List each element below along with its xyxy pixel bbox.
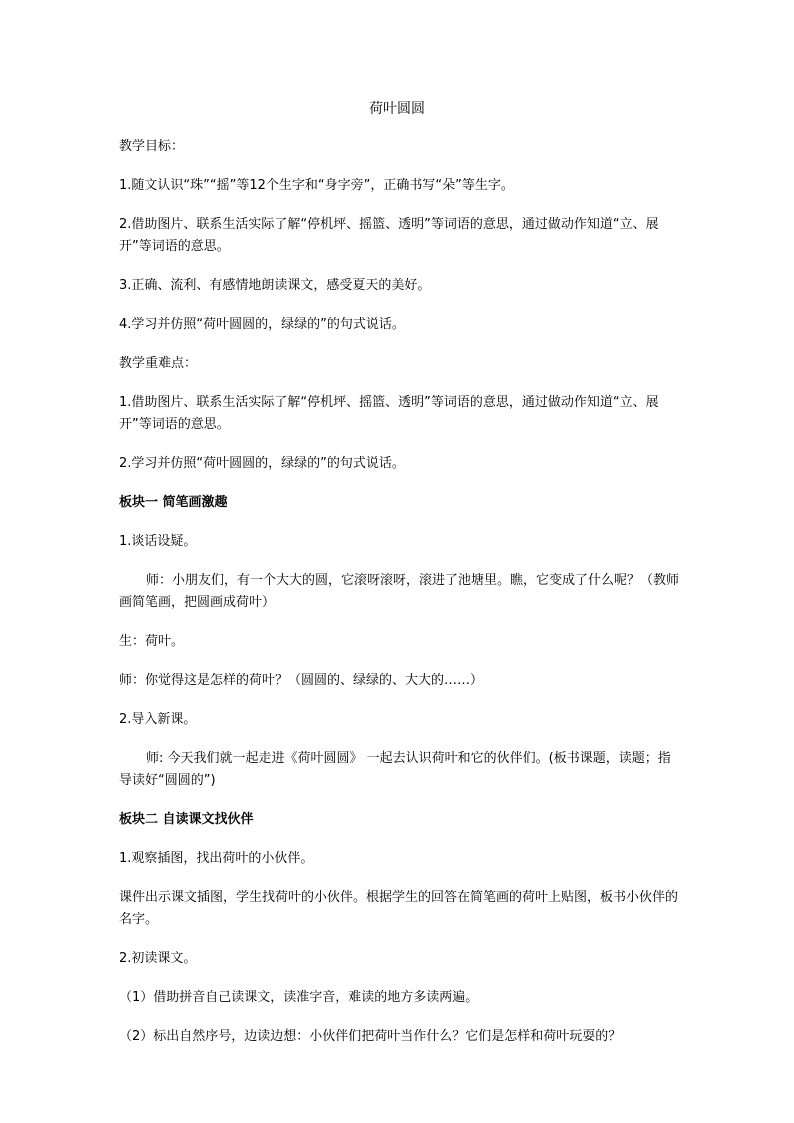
section-heading-objectives: 教学目标： xyxy=(119,139,185,154)
objective-item-3: 3.正确、流利、有感情地朗读课文，感受夏天的美好。 xyxy=(119,278,431,293)
key-point-item-2: 2.学习并仿照“荷叶圆圆的，绿绿的”的句式说话。 xyxy=(119,456,405,471)
step-item: 1.观察插图，找出荷叶的小伙伴。 xyxy=(119,851,314,866)
step-item: 2.初读课文。 xyxy=(119,951,197,966)
sub-step-item: （2）标出自然序号，边读边想：小伙伴们把荷叶当作什么？它们是怎样和荷叶玩耍的？ xyxy=(119,1029,622,1044)
document-title: 荷叶圆圆 xyxy=(369,101,425,117)
student-dialogue: 生：荷叶。 xyxy=(119,634,185,649)
objective-item-1: 1.随文认识“珠”“摇”等12个生字和“身字旁”，正确书写“朵”等生字。 xyxy=(119,178,514,193)
step-item: 1.谈话设疑。 xyxy=(119,534,197,549)
objective-item-4: 4.学习并仿照“荷叶圆圆的，绿绿的”的句式说话。 xyxy=(119,317,405,332)
teacher-dialogue: 师: 今天我们就一起走进《荷叶圆圆》 一起去认识荷叶和它的伙伴们。(板书课题，读题；指导读好“圆圆的”) xyxy=(119,751,671,788)
module-heading-2: 板块二 自读课文找伙伴 xyxy=(119,812,254,827)
body-paragraph: 课件出示课文插图，学生找荷叶的小伙伴。根据学生的回答在简笔画的荷叶上贴图，板书小伙伴的名字。 xyxy=(119,890,679,927)
key-point-item-1: 1.借助图片、联系生活实际了解“停机坪、摇篮、透明”等词语的意思，通过做动作知道“立、展开”等词语的意思。 xyxy=(119,395,659,432)
document-body xyxy=(119,136,679,1065)
teacher-dialogue: 师：你觉得这是怎样的荷叶？（圆圆的、绿绿的、大大的……） xyxy=(119,673,484,688)
step-item: 2.导入新课。 xyxy=(119,712,197,727)
module-heading-1: 板块一 简笔画激趣 xyxy=(119,495,228,510)
sub-step-item: （1）借助拼音自己读课文，读准字音，难读的地方多读两遍。 xyxy=(119,990,479,1005)
section-heading-key-points: 教学重难点： xyxy=(119,356,198,371)
teacher-dialogue: 师：小朋友们，有一个大大的圆，它滚呀滚呀，滚进了池塘里。瞧，它变成了什么呢？（教师画简笔画，把圆画成荷叶） xyxy=(119,573,680,610)
objective-item-2: 2.借助图片、联系生活实际了解“停机坪、摇篮、透明”等词语的意思，通过做动作知道“立、展开”等词语的意思。 xyxy=(119,217,659,254)
